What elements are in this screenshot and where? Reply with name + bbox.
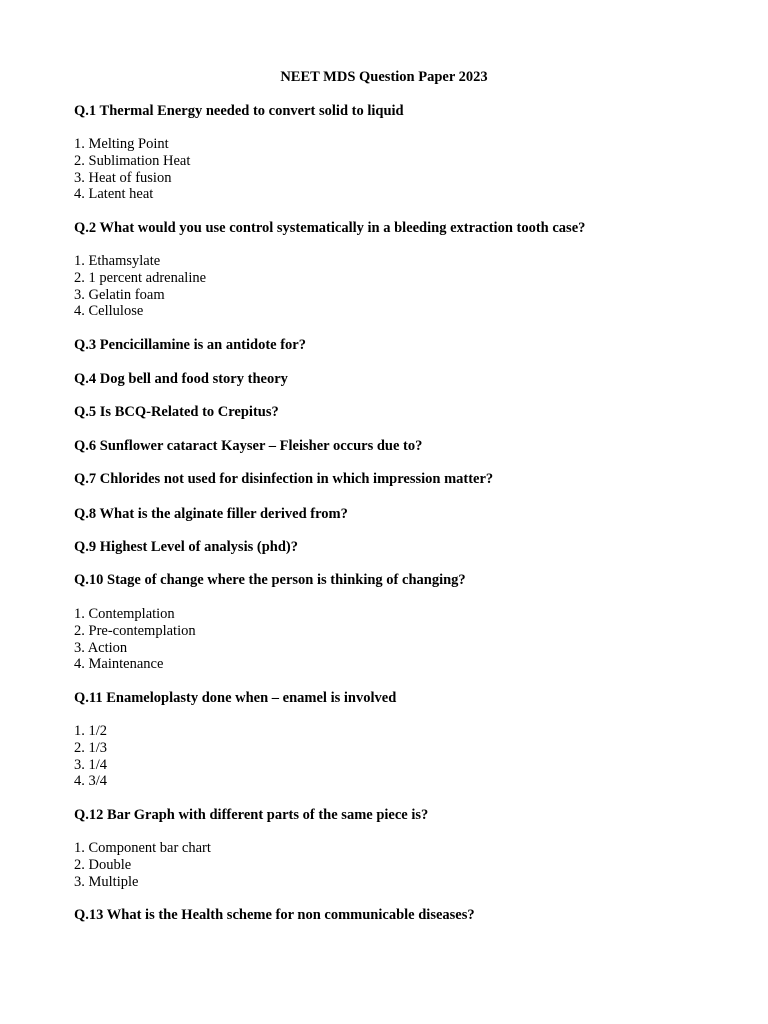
- question-block: [74, 470, 724, 488]
- question-block: [74, 689, 724, 707]
- option-item: 4. Cellulose: [74, 303, 144, 320]
- question-text: Q.5 Is BCQ-Related to Crepitus?: [74, 404, 279, 420]
- option-item: 2. Sublimation Heat: [74, 152, 191, 169]
- option-item: 2. 1/3: [74, 739, 108, 756]
- option-item: 3. 1/4: [74, 756, 108, 773]
- option-item: 3. Action: [74, 639, 128, 656]
- question-block: [74, 571, 724, 589]
- option-item: 1. 1/2: [74, 723, 108, 739]
- question-text: Q.11 Enameloplasty done when – enamel is involved: [74, 690, 397, 706]
- option-item: 4. Latent heat: [74, 186, 154, 203]
- question-block: [74, 906, 724, 924]
- question-text: Q.1 Thermal Energy needed to convert solid to liquid: [74, 103, 404, 119]
- option-item: 1. Component bar chart: [74, 840, 211, 856]
- question-text: Q.13 What is the Health scheme for non communicable diseases?: [74, 907, 475, 923]
- option-item: 3. Multiple: [74, 873, 139, 890]
- option-item: 1. Contemplation: [74, 606, 175, 622]
- question-text: Q.10 Stage of change where the person is thinking of changing?: [74, 572, 466, 588]
- option-item: 1. Ethamsylate: [74, 253, 161, 269]
- option-item: 2. 1 percent adrenaline: [74, 269, 207, 286]
- question-block: [74, 437, 724, 455]
- question-block: [74, 336, 724, 354]
- question-text: Q.3 Pencicillamine is an antidote for?: [74, 337, 306, 353]
- question-text: Q.8 What is the alginate filler derived from?: [74, 506, 348, 522]
- option-item: 4. 3/4: [74, 773, 108, 790]
- option-item: 2. Double: [74, 856, 132, 873]
- question-block: [74, 370, 724, 388]
- question-block: [74, 102, 724, 120]
- option-item: 4. Maintenance: [74, 656, 164, 673]
- question-text: Q.9 Highest Level of analysis (phd)?: [74, 539, 298, 555]
- question-block: [74, 806, 724, 824]
- question-text: Q.7 Chlorides not used for disinfection in which impression matter?: [74, 471, 494, 487]
- question-text: Q.2 What would you use control systematically in a bleeding extraction tooth case?: [74, 220, 586, 236]
- option-list: [74, 840, 724, 890]
- page-title: NEET MDS Question Paper 2023: [280, 69, 488, 85]
- option-item: 3. Gelatin foam: [74, 286, 165, 303]
- question-block: [74, 219, 724, 237]
- question-text: Q.6 Sunflower cataract Kayser – Fleisher occurs due to?: [74, 438, 423, 454]
- option-item: 2. Pre-contemplation: [74, 622, 196, 639]
- question-block: [74, 505, 724, 523]
- option-list: [74, 723, 724, 790]
- option-item: 1. Melting Point: [74, 136, 169, 152]
- option-list: [74, 136, 724, 203]
- question-block: [74, 538, 724, 556]
- question-block: [74, 403, 724, 421]
- option-item: 3. Heat of fusion: [74, 169, 172, 186]
- question-text: Q.12 Bar Graph with different parts of the same piece is?: [74, 807, 429, 823]
- option-list: [74, 253, 724, 320]
- question-text: Q.4 Dog bell and food story theory: [74, 371, 288, 387]
- option-list: [74, 606, 724, 673]
